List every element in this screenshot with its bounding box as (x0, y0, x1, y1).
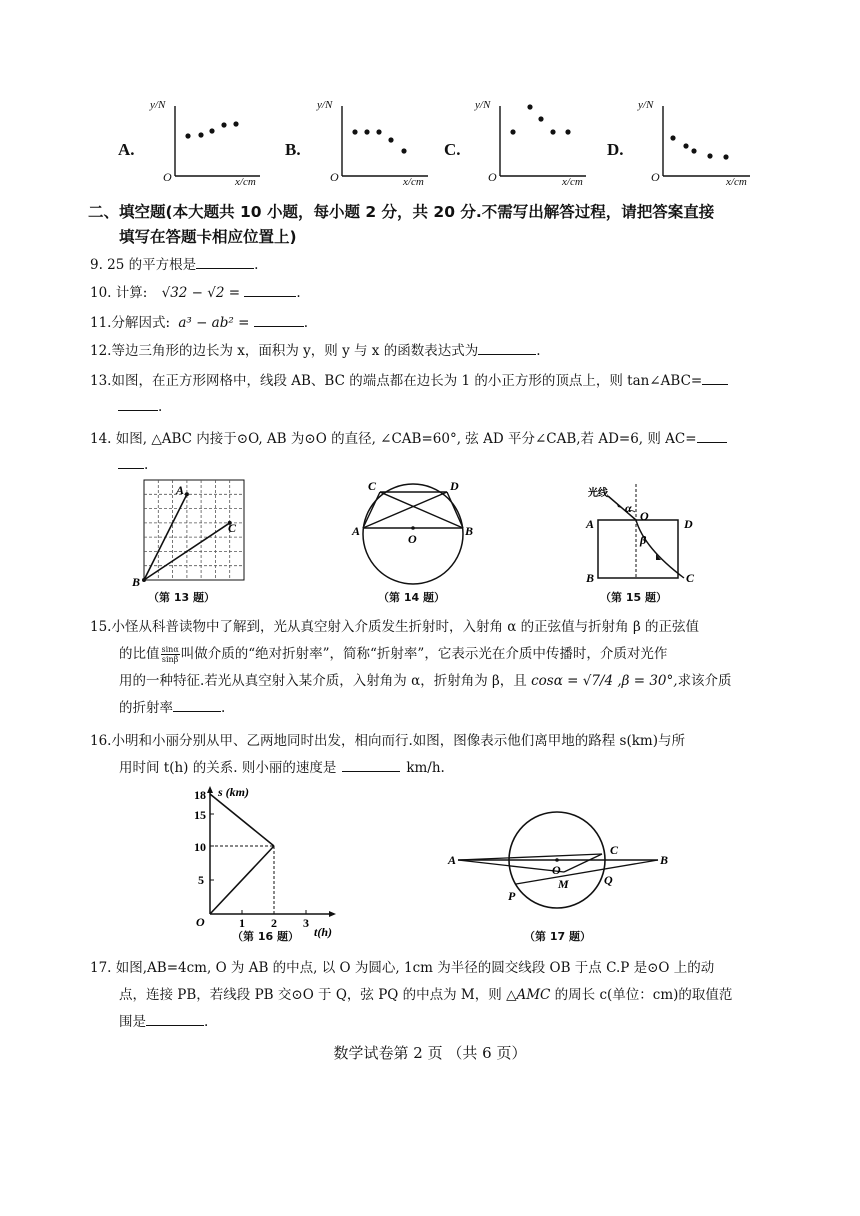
figure-13-label-c: C (228, 521, 237, 535)
figure-16-ytick-5: 5 (198, 873, 204, 887)
question-9-end: . (254, 257, 259, 273)
figure-14-label-d: D (450, 479, 459, 493)
question-15-line3-text: 用的一种特征.若光从真空射入某介质，入射角为 α，折射角为 β，且 (119, 673, 527, 689)
figure-14-svg (350, 476, 490, 591)
option-a-ylabel: y/N (150, 99, 166, 111)
page-footer: 数学试卷第 2 页 （共 6 页） (333, 1044, 527, 1062)
fraction-numerator: sinα (161, 645, 179, 654)
figure-17-label-o: O (552, 863, 561, 877)
question-17-line3 (90, 1009, 802, 1036)
figure-16-ytick-10: 10 (194, 840, 206, 854)
figure-16-origin: O (196, 915, 205, 929)
figure-16-xtick-3: 3 (303, 916, 309, 930)
question-17-end: . (204, 1014, 209, 1030)
question-9-text: 9. 25 的平方根是 (90, 257, 197, 273)
figure-15-label-c: C (686, 571, 695, 585)
option-b-graph (342, 106, 428, 176)
question-15-line2-end: 叫做介质的“绝对折射率”，简称“折射率”，它表示光在介质中传播时，介质对光作 (180, 646, 668, 662)
question-16-line2-text: 用时间 t(h) 的关系. 则小丽的速度是 (119, 760, 337, 776)
figure-13-svg (132, 476, 257, 589)
question-10-end: . (296, 285, 301, 301)
question-15-line3 (90, 668, 802, 695)
option-d-label: D. (607, 140, 624, 159)
option-c-ylabel: y/N (475, 99, 491, 111)
answer-blank-17[interactable] (146, 1011, 204, 1026)
figure-15-label-a: A (586, 517, 595, 531)
option-b-origin: O (330, 170, 339, 184)
option-d-origin: O (651, 170, 660, 184)
question-15-fraction (161, 645, 180, 664)
option-b-ylabel: y/N (317, 99, 333, 111)
question-17 (90, 955, 802, 1036)
figure-17 (444, 800, 684, 924)
option-graphs-svg (110, 96, 770, 191)
question-12 (90, 340, 541, 360)
question-17-line1: 17. 如图,AB=4cm, O 为 AB 的中点, 以 O 为圆心, 1cm 为半径的圆交线段 OB 于点 C.P 是⊙O 上的动 (90, 960, 715, 976)
answer-blank-14a[interactable] (697, 428, 727, 443)
answer-blank-15[interactable] (173, 697, 221, 712)
option-d-graph (663, 106, 750, 176)
figure-15-label-o: O (640, 509, 649, 523)
question-10 (90, 282, 301, 302)
figure-17-label-c: C (610, 843, 619, 857)
question-17-line2-end: 的周长 c(单位：cm)的取值范 (554, 987, 733, 1003)
question-17-line2-text: 点，连接 PB，若线段 PB 交⊙O 于 Q，弦 PQ 的中点为 M，则 (119, 987, 502, 1003)
question-11-expression: a³ − ab² = (178, 315, 250, 331)
question-14-end: . (144, 457, 149, 473)
figure-17-label-b: B (660, 853, 669, 867)
figure-14-label-a: A (352, 524, 361, 538)
question-17-line2 (90, 982, 802, 1009)
figure-17-label-p: P (508, 889, 516, 903)
figure-14-label-b: B (465, 524, 474, 538)
question-15-line3-end: 求该介质 (677, 673, 732, 689)
question-13-end: . (158, 399, 163, 415)
question-13-text: 13.如图，在正方形网格中，线段 AB、BC 的端点都在边长为 1 的小正方形的顶点上，则 tan∠ABC= (90, 373, 703, 389)
question-15-line1: 15.小怪从科普读物中了解到，光从真空射入介质发生折射时，入射角 α 的正弦值与折射角 β 的正弦值 (90, 619, 700, 635)
question-15-end: . (221, 700, 226, 716)
figure-17-svg (444, 800, 684, 920)
question-15-line4-text: 的折射率 (119, 700, 173, 716)
answer-blank-16[interactable] (342, 757, 400, 772)
question-15 (90, 614, 802, 722)
option-a-graph (175, 106, 260, 176)
figure-16-xtick-1: 1 (239, 916, 245, 930)
question-13-line2 (118, 396, 162, 416)
figure-15-beta: β (640, 533, 647, 547)
figure-14-label-c: C (368, 479, 377, 493)
option-c-graph (500, 104, 586, 176)
answer-blank-14b[interactable] (118, 454, 144, 469)
figure-16-xaxis: t(h) (314, 925, 332, 939)
figure-16-xtick-2: 2 (271, 916, 277, 930)
question-16 (90, 728, 802, 782)
question-17-line3-text: 围是 (119, 1014, 146, 1030)
caption-17: （第 17 题） (524, 930, 591, 943)
question-15-condition: cosα = √7/4 ,β = 30°, (531, 673, 678, 689)
figure-15-svg (578, 478, 708, 588)
figure-17-label-q: Q (604, 873, 613, 887)
figure-16-ytick-15: 15 (194, 808, 206, 822)
figure-16-ytick-18: 18 (194, 788, 206, 802)
section-heading-line1: 二、填空题(本大题共 10 小题，每小题 2 分，共 20 分.不需写出解答过程，请把答案直接 (88, 203, 715, 221)
question-13 (90, 370, 728, 390)
question-17-triangle: △AMC (506, 987, 551, 1003)
question-16-unit: km/h. (406, 760, 445, 776)
figure-15-light-label: 光线 (588, 488, 608, 499)
figure-15 (578, 478, 708, 592)
figure-17-label-m: M (558, 877, 569, 891)
question-16-line1: 16.小明和小丽分别从甲、乙两地同时出发，相向而行.如图，图像表示他们离甲地的路程 s(km)与所 (90, 733, 685, 749)
question-11 (90, 312, 308, 332)
figure-15-alpha: α (625, 501, 632, 515)
answer-blank-13a[interactable] (702, 370, 728, 385)
option-b-label: B. (285, 140, 301, 159)
question-12-text: 12.等边三角形的边长为 x，面积为 y，则 y 与 x 的函数表达式为 (90, 343, 479, 359)
caption-16: （第 16 题） (232, 930, 299, 943)
option-c-label: C. (444, 140, 461, 159)
figure-16-yaxis: s (km) (218, 785, 249, 799)
caption-13: （第 13 题） (148, 591, 215, 604)
option-d-xlabel: x/cm (726, 176, 747, 188)
answer-blank-10[interactable] (244, 282, 296, 297)
figure-14-label-o: O (408, 532, 417, 546)
figure-17-label-a: A (448, 853, 457, 867)
question-14 (90, 428, 727, 448)
answer-blank-12[interactable] (478, 340, 536, 355)
figure-15-label-b: B (586, 571, 595, 585)
question-9 (90, 254, 258, 274)
fraction-denominator: sinβ (161, 655, 179, 664)
question-10-expression: √32 − √2 = (161, 285, 241, 301)
question-14-text: 14. 如图, △ABC 内接于⊙O, AB 为⊙O 的直径, ∠CAB=60°, 弦 AD 平分∠CAB,若 AD=6, 则 AC= (90, 431, 697, 447)
figure-13-label-b: B (132, 575, 141, 589)
question-10-label: 10. 计算: (90, 285, 148, 301)
option-a-xlabel: x/cm (235, 176, 256, 188)
figure-13-label-a: A (176, 483, 185, 497)
question-15-line4 (90, 695, 802, 722)
question-11-end: . (303, 315, 308, 331)
question-12-end: . (536, 343, 541, 359)
section-heading (88, 200, 788, 250)
answer-blank-9[interactable] (196, 254, 254, 269)
section-heading-line2: 填写在答题卡相应位置上) (119, 228, 297, 246)
option-c-xlabel: x/cm (562, 176, 583, 188)
figure-13 (132, 476, 257, 590)
question-14-line2 (118, 454, 148, 474)
question-16-line2 (90, 755, 802, 782)
option-d-ylabel: y/N (638, 99, 654, 111)
option-a-origin: O (163, 170, 172, 184)
answer-blank-13b[interactable] (118, 396, 158, 411)
option-graphs (110, 96, 770, 191)
caption-15: （第 15 题） (600, 591, 667, 604)
question-15-line2-start: 的比值 (119, 646, 160, 662)
answer-blank-11[interactable] (254, 312, 304, 327)
option-a-label: A. (118, 140, 135, 159)
question-11-label: 11.分解因式: (90, 315, 171, 331)
option-b-xlabel: x/cm (403, 176, 424, 188)
option-c-origin: O (488, 170, 497, 184)
question-15-line2 (90, 641, 802, 668)
figure-14 (350, 476, 490, 595)
caption-14: （第 14 题） (378, 591, 445, 604)
figure-15-label-d: D (684, 517, 693, 531)
